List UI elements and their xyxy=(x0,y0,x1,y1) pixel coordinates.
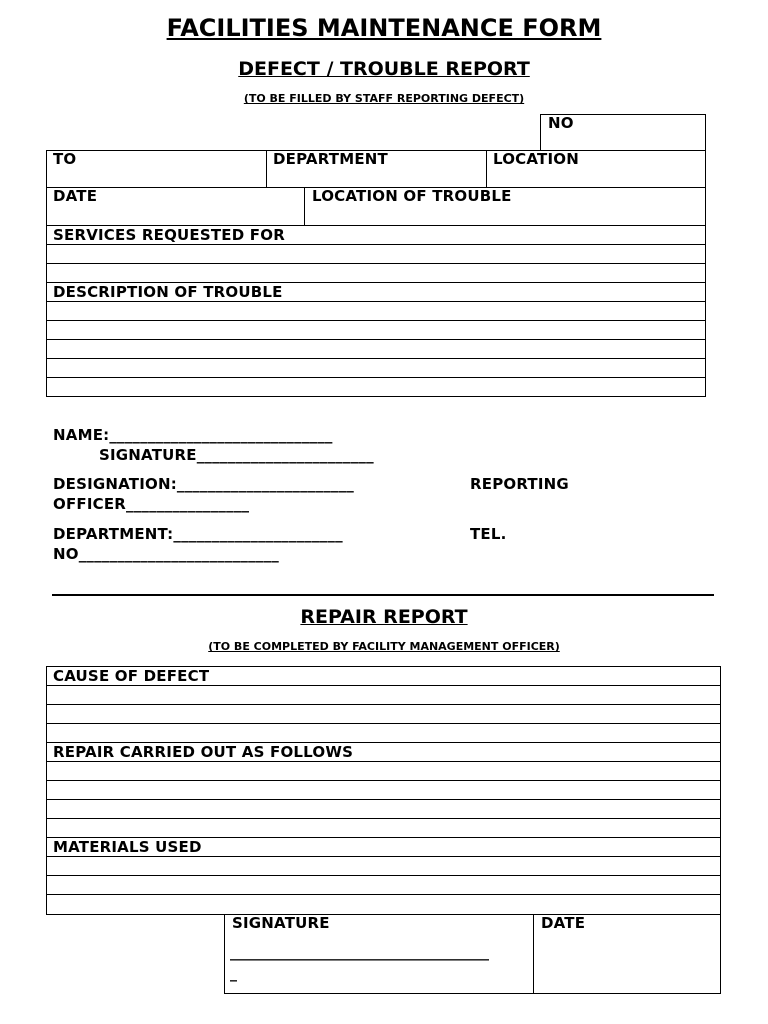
row-divider xyxy=(46,339,706,340)
row-divider xyxy=(46,799,721,800)
reporter-signature-line[interactable]: SIGNATURE_______________________ xyxy=(99,446,374,464)
form-subtitle: DEFECT / TROUBLE REPORT xyxy=(238,58,530,80)
repair-signature-line[interactable]: _____________________________________ xyxy=(230,945,489,961)
col-divider xyxy=(533,914,534,994)
repair-carried-out-label: REPAIR CARRIED OUT AS FOLLOWS xyxy=(53,743,354,761)
col-divider xyxy=(304,187,305,225)
row-divider xyxy=(46,320,706,321)
row-divider xyxy=(46,894,721,895)
row-divider xyxy=(46,301,706,302)
tel-no-line[interactable]: NO__________________________ xyxy=(53,545,279,563)
form-note: (TO BE FILLED BY STAFF REPORTING DEFECT) xyxy=(243,92,525,105)
name-line[interactable]: NAME:_____________________________ xyxy=(53,426,333,444)
row-divider xyxy=(46,377,706,378)
to-label: TO xyxy=(53,150,77,168)
row-divider xyxy=(46,818,721,819)
repair-signature-label: SIGNATURE xyxy=(232,914,330,932)
row-divider xyxy=(46,761,721,762)
row-divider xyxy=(46,263,706,264)
row-divider xyxy=(46,723,721,724)
cause-of-defect-label: CAUSE OF DEFECT xyxy=(53,667,210,685)
reporter-department-line[interactable]: DEPARTMENT:______________________ xyxy=(53,525,343,543)
col-divider xyxy=(266,150,267,187)
row-divider xyxy=(46,358,706,359)
col-divider xyxy=(486,150,487,187)
officer-line[interactable]: OFFICER________________ xyxy=(53,495,250,513)
no-label: NO xyxy=(548,114,574,132)
tel-label: TEL. xyxy=(470,525,507,543)
materials-used-label: MATERIALS USED xyxy=(53,838,202,856)
date-label: DATE xyxy=(53,187,98,205)
row-divider xyxy=(46,780,721,781)
row-divider xyxy=(46,685,721,686)
row-divider xyxy=(46,704,721,705)
row-divider xyxy=(46,856,721,857)
designation-line[interactable]: DESIGNATION:_______________________ xyxy=(53,475,355,493)
location-label: LOCATION xyxy=(493,150,579,168)
reporting-label: REPORTING xyxy=(470,475,569,493)
section-divider xyxy=(52,594,714,596)
repair-date-label: DATE xyxy=(541,914,586,932)
department-label: DEPARTMENT xyxy=(273,150,388,168)
services-requested-label: SERVICES REQUESTED FOR xyxy=(53,226,285,244)
description-of-trouble-label: DESCRIPTION OF TROUBLE xyxy=(53,283,283,301)
repair-note: (TO BE COMPLETED BY FACILITY MANAGEMENT OFFICER) xyxy=(208,640,560,653)
repair-signature-line-tail: _ xyxy=(230,966,238,982)
location-of-trouble-label: LOCATION OF TROUBLE xyxy=(312,187,512,205)
row-divider xyxy=(46,875,721,876)
row-divider xyxy=(46,244,706,245)
repair-title: REPAIR REPORT xyxy=(300,606,468,628)
form-title: FACILITIES MAINTENANCE FORM xyxy=(166,14,602,42)
